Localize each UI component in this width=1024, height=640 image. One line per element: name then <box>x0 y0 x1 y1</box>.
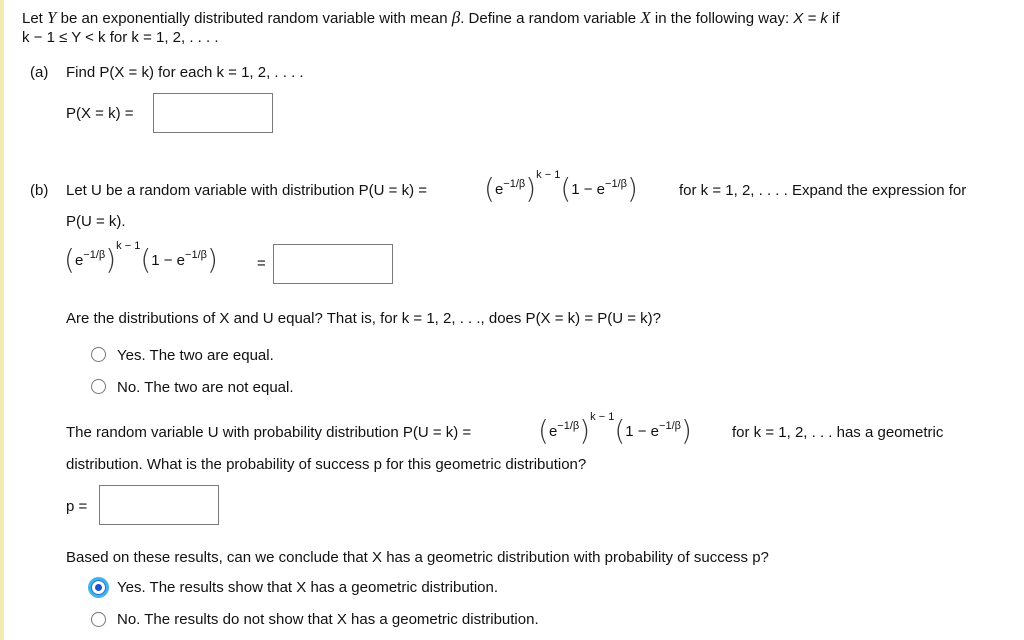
p-input[interactable] <box>99 485 219 525</box>
geometric-formula: $(e^{-1/\beta})^{k - 1}(1 - e^{-1/\beta})$ <box>538 411 692 447</box>
radio-conclusion-yes[interactable] <box>91 580 106 595</box>
radio-conclusion-no[interactable] <box>91 612 106 627</box>
conclusion-question: Based on these results, can we conclude that X has a geometric distribution with probability of success p? <box>66 549 769 566</box>
left-accent-bar <box>0 0 4 640</box>
part-b-formula: $(e^{-1/\beta})^{k - 1}(1 - e^{-1/\beta})$ <box>484 169 638 205</box>
part-b-label: (b) <box>30 182 49 199</box>
option-equal-no: No. The two are not equal. <box>117 379 294 396</box>
geometric-text-end: for k = 1, 2, . . . has a geometric <box>732 424 944 441</box>
radio-equal-no[interactable] <box>91 379 106 394</box>
part-a-answer-label: P(X = k) = <box>66 105 134 122</box>
option-equal-yes: Yes. The two are equal. <box>117 347 274 364</box>
part-b-expand-formula: $(e^{-1/\beta})^{k - 1}(1 - e^{-1/\beta})$ <box>64 240 218 276</box>
compare-question: Are the distributions of X and U equal? That is, for k = 1, 2, . . ., does P(X = k) = P(U = k)? <box>66 310 662 327</box>
option-conclusion-no: No. The results do not show that X has a geometric distribution. <box>117 611 539 628</box>
intro-line-1: Let Y be an exponentially distributed random variable with mean β. Define a random variable X in the following way: X = k if <box>22 8 840 27</box>
option-conclusion-yes: Yes. The results show that X has a geometric distribution. <box>117 579 499 596</box>
part-a-question: Find P(X = k) for each k = 1, 2, . . . . <box>66 64 304 81</box>
part-b-line-2: P(U = k). <box>66 213 126 230</box>
part-b-expand-input[interactable] <box>273 244 393 284</box>
p-label: p = <box>66 498 88 515</box>
part-a-answer-input[interactable] <box>153 93 273 133</box>
radio-equal-yes[interactable] <box>91 347 106 362</box>
geometric-line-2: distribution. What is the probability of success p for this geometric distribution? <box>66 456 587 473</box>
intro-line-2: k − 1 ≤ Y < k for k = 1, 2, . . . . <box>22 29 219 46</box>
geometric-text: The random variable U with probability distribution P(U = k) = <box>66 424 472 441</box>
part-a-label: (a) <box>30 64 49 81</box>
part-b-equals: = <box>257 255 266 272</box>
part-b-text-end: for k = 1, 2, . . . . Expand the expression for <box>679 182 967 199</box>
part-b-text: Let U be a random variable with distribution P(U = k) = <box>66 182 428 199</box>
